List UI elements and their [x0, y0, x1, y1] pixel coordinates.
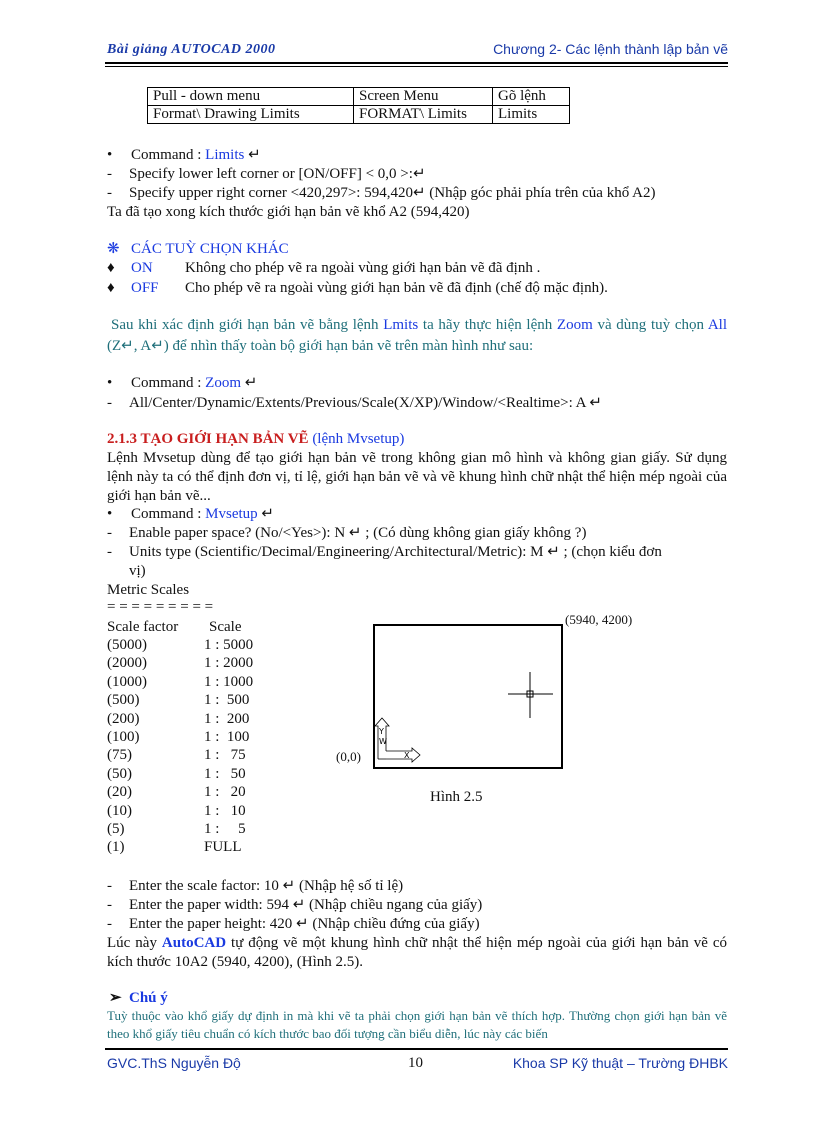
text-span: AutoCAD: [161, 935, 227, 951]
scale-cell: 1 : 1000: [204, 673, 254, 690]
scale-cell: 1 : 5000: [204, 637, 254, 653]
figure-caption: Hình 2.5: [430, 789, 483, 805]
mvsetup-command-line: [107, 505, 274, 523]
step-text: Enter the paper height: 420 ↵ (Nhập chiều đứng của giấy): [129, 916, 480, 932]
footer-page-number: 10: [408, 1055, 423, 1071]
table-row: [107, 783, 246, 801]
metric-title: Metric Scales: [107, 582, 190, 598]
options-title: CÁC TUỲ CHỌN KHÁC: [131, 241, 289, 257]
table-row: [107, 838, 242, 856]
command-prefix: Command :: [131, 506, 206, 522]
header-chapter-title: Chương 2- Các lệnh thành lập bản vẽ: [493, 41, 728, 57]
diamond-icon: ♦: [107, 280, 115, 296]
result-paragraph: [107, 934, 727, 972]
axis-x-label: X: [404, 751, 410, 760]
table-cell: Screen Menu: [354, 88, 493, 106]
scale-factor-cell: (5000): [107, 637, 147, 653]
table-row: [107, 802, 246, 820]
zoom-paragraph: [107, 315, 727, 357]
scale-factor-cell: (500): [107, 692, 140, 709]
note-title: Chú ý: [129, 990, 168, 1006]
table-cell: Format\ Drawing Limits: [148, 106, 354, 124]
table-row: [107, 765, 246, 783]
zoom-step-1: - All/Center/Dynamic/Extents/Previous/Scale(X/XP)/Window/<Realtime>: A ↵: [107, 395, 602, 411]
enter-scale-line: - Enter the scale factor: 10 ↵ (Nhập hệ số tỉ lệ): [107, 878, 404, 894]
scale-factor-cell: (2000): [107, 655, 147, 672]
table-row: [107, 636, 253, 654]
zoom-command-line: [107, 374, 257, 392]
mvsetup-step-1: - Enable paper space? (No/<Yes>): N ↵ ; (Có dùng không gian giấy không ?): [107, 525, 587, 541]
scale-cell: 1 : 2000: [204, 655, 254, 672]
text-span: Lmits: [383, 317, 419, 333]
scale-factor-cell: (50): [107, 765, 132, 782]
table-row: [148, 106, 570, 124]
diamond-icon: ♦: [107, 260, 115, 276]
scale-cell: 1 : 500: [204, 692, 250, 709]
command-prefix: Command :: [131, 147, 206, 163]
col-header: Scale: [209, 619, 242, 635]
limits-command-line: [107, 146, 261, 164]
table-row: [107, 728, 249, 746]
option-text: Cho phép vẽ ra ngoài vùng giới hạn bản vẽ đã định (chế độ mặc định).: [185, 280, 608, 296]
scale-cell: 1 : 100: [204, 729, 250, 745]
text-span: All: [707, 317, 728, 333]
note-heading: [109, 989, 168, 1007]
header-rule: [105, 62, 728, 64]
axis-y-label: Y: [379, 727, 384, 736]
command-name: Limits: [205, 147, 245, 163]
ucs-icon: [375, 718, 420, 762]
table-row: [107, 710, 249, 728]
command-name: Zoom: [205, 375, 242, 391]
scale-cell: 1 : 10: [204, 802, 246, 819]
table-row: [107, 691, 249, 709]
scale-factor-cell: (1000): [107, 673, 147, 690]
scale-cell: 1 : 20: [204, 784, 246, 801]
option-label: OFF: [131, 280, 159, 296]
step-text: Specify upper right corner <420,297>: 594,420↵ (Nhập góc phải phía trên của khổ A2): [129, 185, 656, 201]
header-rule-thin: [105, 66, 728, 67]
star-icon: ❋: [107, 241, 120, 257]
scale-cell: 1 : 50: [204, 765, 246, 782]
scale-factor-cell: (1): [107, 839, 125, 856]
col-header: Scale factor: [107, 619, 179, 635]
text-span: tự động vẽ một khung hình chữ nhật thể hiện mép ngoài của giới hạn bản vẽ có kích thước 10A2 (5940, 4200), (Hình 2.5).: [107, 935, 727, 970]
text-span: và dùng tuỳ chọn: [592, 317, 708, 333]
footer-author: GVC.ThS Nguyễn Độ: [107, 1055, 241, 1071]
scale-factor-cell: (100): [107, 729, 140, 745]
table-row: [107, 654, 253, 672]
table-row: [107, 820, 246, 838]
limits-step-1: - Specify lower left corner or [ON/OFF] < 0,0 >:↵: [107, 166, 426, 182]
metric-separator: = = = = = = = = =: [107, 599, 214, 615]
scale-cell: 1 : 5: [204, 821, 246, 837]
table-row: [107, 746, 246, 764]
limits-menu-table: [147, 87, 570, 124]
bullet-icon: •: [107, 375, 113, 391]
scale-cell: FULL: [204, 839, 242, 856]
text-span: ta hãy thực hiện lệnh: [418, 317, 557, 333]
section-paragraph: Lệnh Mvsetup dùng để tạo giới hạn bản vẽ trong không gian mô hình và không gian giấy. Sử dụng lệnh này ta có thể định đơn vị, tỉ lệ, giới hạn bản vẽ và vẽ khung hình chữ nhật thể hiện mép ngoài của giới hạn bản vẽ...: [107, 450, 727, 504]
command-prefix: Command :: [131, 375, 206, 391]
text-span: Sau khi xác định giới hạn bản vẽ bằng lệnh: [111, 317, 384, 333]
scale-factor-cell: (10): [107, 802, 132, 819]
figure-origin-label: (0,0): [336, 749, 361, 764]
options-heading: [107, 240, 289, 258]
enter-width-line: - Enter the paper width: 594 ↵ (Nhập chiều ngang của giấy): [107, 897, 483, 913]
note-paragraph: Tuỳ thuộc vào khổ giấy dự định in mà khi vẽ ta phải chọn giới hạn bản vẽ thích hợp. Thường chọn giới hạn bản vẽ theo khổ giấy tiêu chuẩn có kích thước bao đối tượng cần biểu diễn, lúc này các biến: [107, 1008, 727, 1041]
enter-icon: ↵: [248, 147, 261, 163]
figure-canvas: [375, 626, 561, 767]
enter-height-line: - Enter the paper height: 420 ↵ (Nhập chiều đứng của giấy): [107, 916, 480, 932]
section-title: 2.1.3 TẠO GIỚI HẠN BẢN VẼ: [107, 431, 309, 447]
step-text: Specify lower left corner or [ON/OFF] < 0,0 >:↵: [129, 166, 426, 182]
footer-institution: Khoa SP Kỹ thuật – Trường ĐHBK: [512, 1055, 728, 1071]
header-course-title: Bài giảng AUTOCAD 2000: [107, 42, 276, 57]
step-text: All/Center/Dynamic/Extents/Previous/Scale(X/XP)/Window/<Realtime>: A ↵: [129, 395, 602, 411]
arrow-icon: ➢: [109, 990, 122, 1006]
limits-summary: Ta đã tạo xong kích thước giới hạn bản vẽ khổ A2 (594,420): [107, 204, 470, 220]
section-subtitle: (lệnh Mvsetup): [308, 431, 405, 447]
scale-factor-cell: (200): [107, 710, 140, 727]
scale-factor-cell: (5): [107, 821, 125, 837]
bullet-icon: •: [107, 147, 113, 163]
option-text: Không cho phép vẽ ra ngoài vùng giới hạn bản vẽ đã định .: [185, 260, 541, 276]
mvsetup-step-2-cont: vị): [129, 563, 146, 579]
scale-cell: 1 : 200: [204, 710, 250, 727]
footer-rule: [105, 1048, 728, 1050]
scale-factor-cell: (20): [107, 784, 132, 801]
option-off: [107, 279, 608, 297]
bullet-icon: •: [107, 506, 113, 522]
axis-w-label: W: [379, 737, 387, 746]
section-heading: [107, 430, 404, 448]
step-text: Enter the paper width: 594 ↵ (Nhập chiều ngang của giấy): [129, 897, 483, 913]
enter-icon: ↵: [244, 375, 258, 391]
option-on: [107, 259, 540, 277]
step-text: Enter the scale factor: 10 ↵ (Nhập hệ số tỉ lệ): [129, 878, 404, 894]
text-span: Zoom: [556, 317, 593, 333]
scale-cell: 1 : 75: [204, 747, 246, 764]
limits-step-2: - Specify upper right corner <420,297>: 594,420↵ (Nhập góc phải phía trên của khổ A2): [107, 185, 656, 201]
command-name: Mvsetup: [205, 506, 258, 522]
scale-factor-cell: (75): [107, 747, 132, 764]
mvsetup-step-2: - Units type (Scientific/Decimal/Engineering/Architectural/Metric): M ↵ ; (chọn kiểu đơn: [107, 544, 662, 560]
table-cell: Limits: [493, 106, 570, 124]
text-span: (Z↵, A↵) để nhìn thấy toàn bộ giới hạn bản vẽ trên màn hình như sau:: [107, 338, 534, 354]
table-row: [107, 673, 253, 691]
text-span: Lúc này: [107, 935, 162, 951]
table-cell: FORMAT\ Limits: [354, 106, 493, 124]
enter-icon: ↵: [261, 506, 274, 522]
option-label: ON: [131, 260, 153, 276]
table-row: [148, 88, 570, 106]
step-text: Units type (Scientific/Decimal/Engineering/Architectural/Metric): M ↵ ; (chọn kiểu đơn: [129, 544, 662, 560]
step-text: Enable paper space? (No/<Yes>): N ↵ ; (Có dùng không gian giấy không ?): [129, 525, 587, 541]
table-cell: Pull - down menu: [148, 88, 354, 106]
table-cell: Gõ lệnh: [493, 88, 570, 106]
figure-top-right-label: (5940, 4200): [565, 612, 633, 627]
metric-header: [107, 618, 241, 636]
figure-drawing-limits: [373, 624, 563, 769]
